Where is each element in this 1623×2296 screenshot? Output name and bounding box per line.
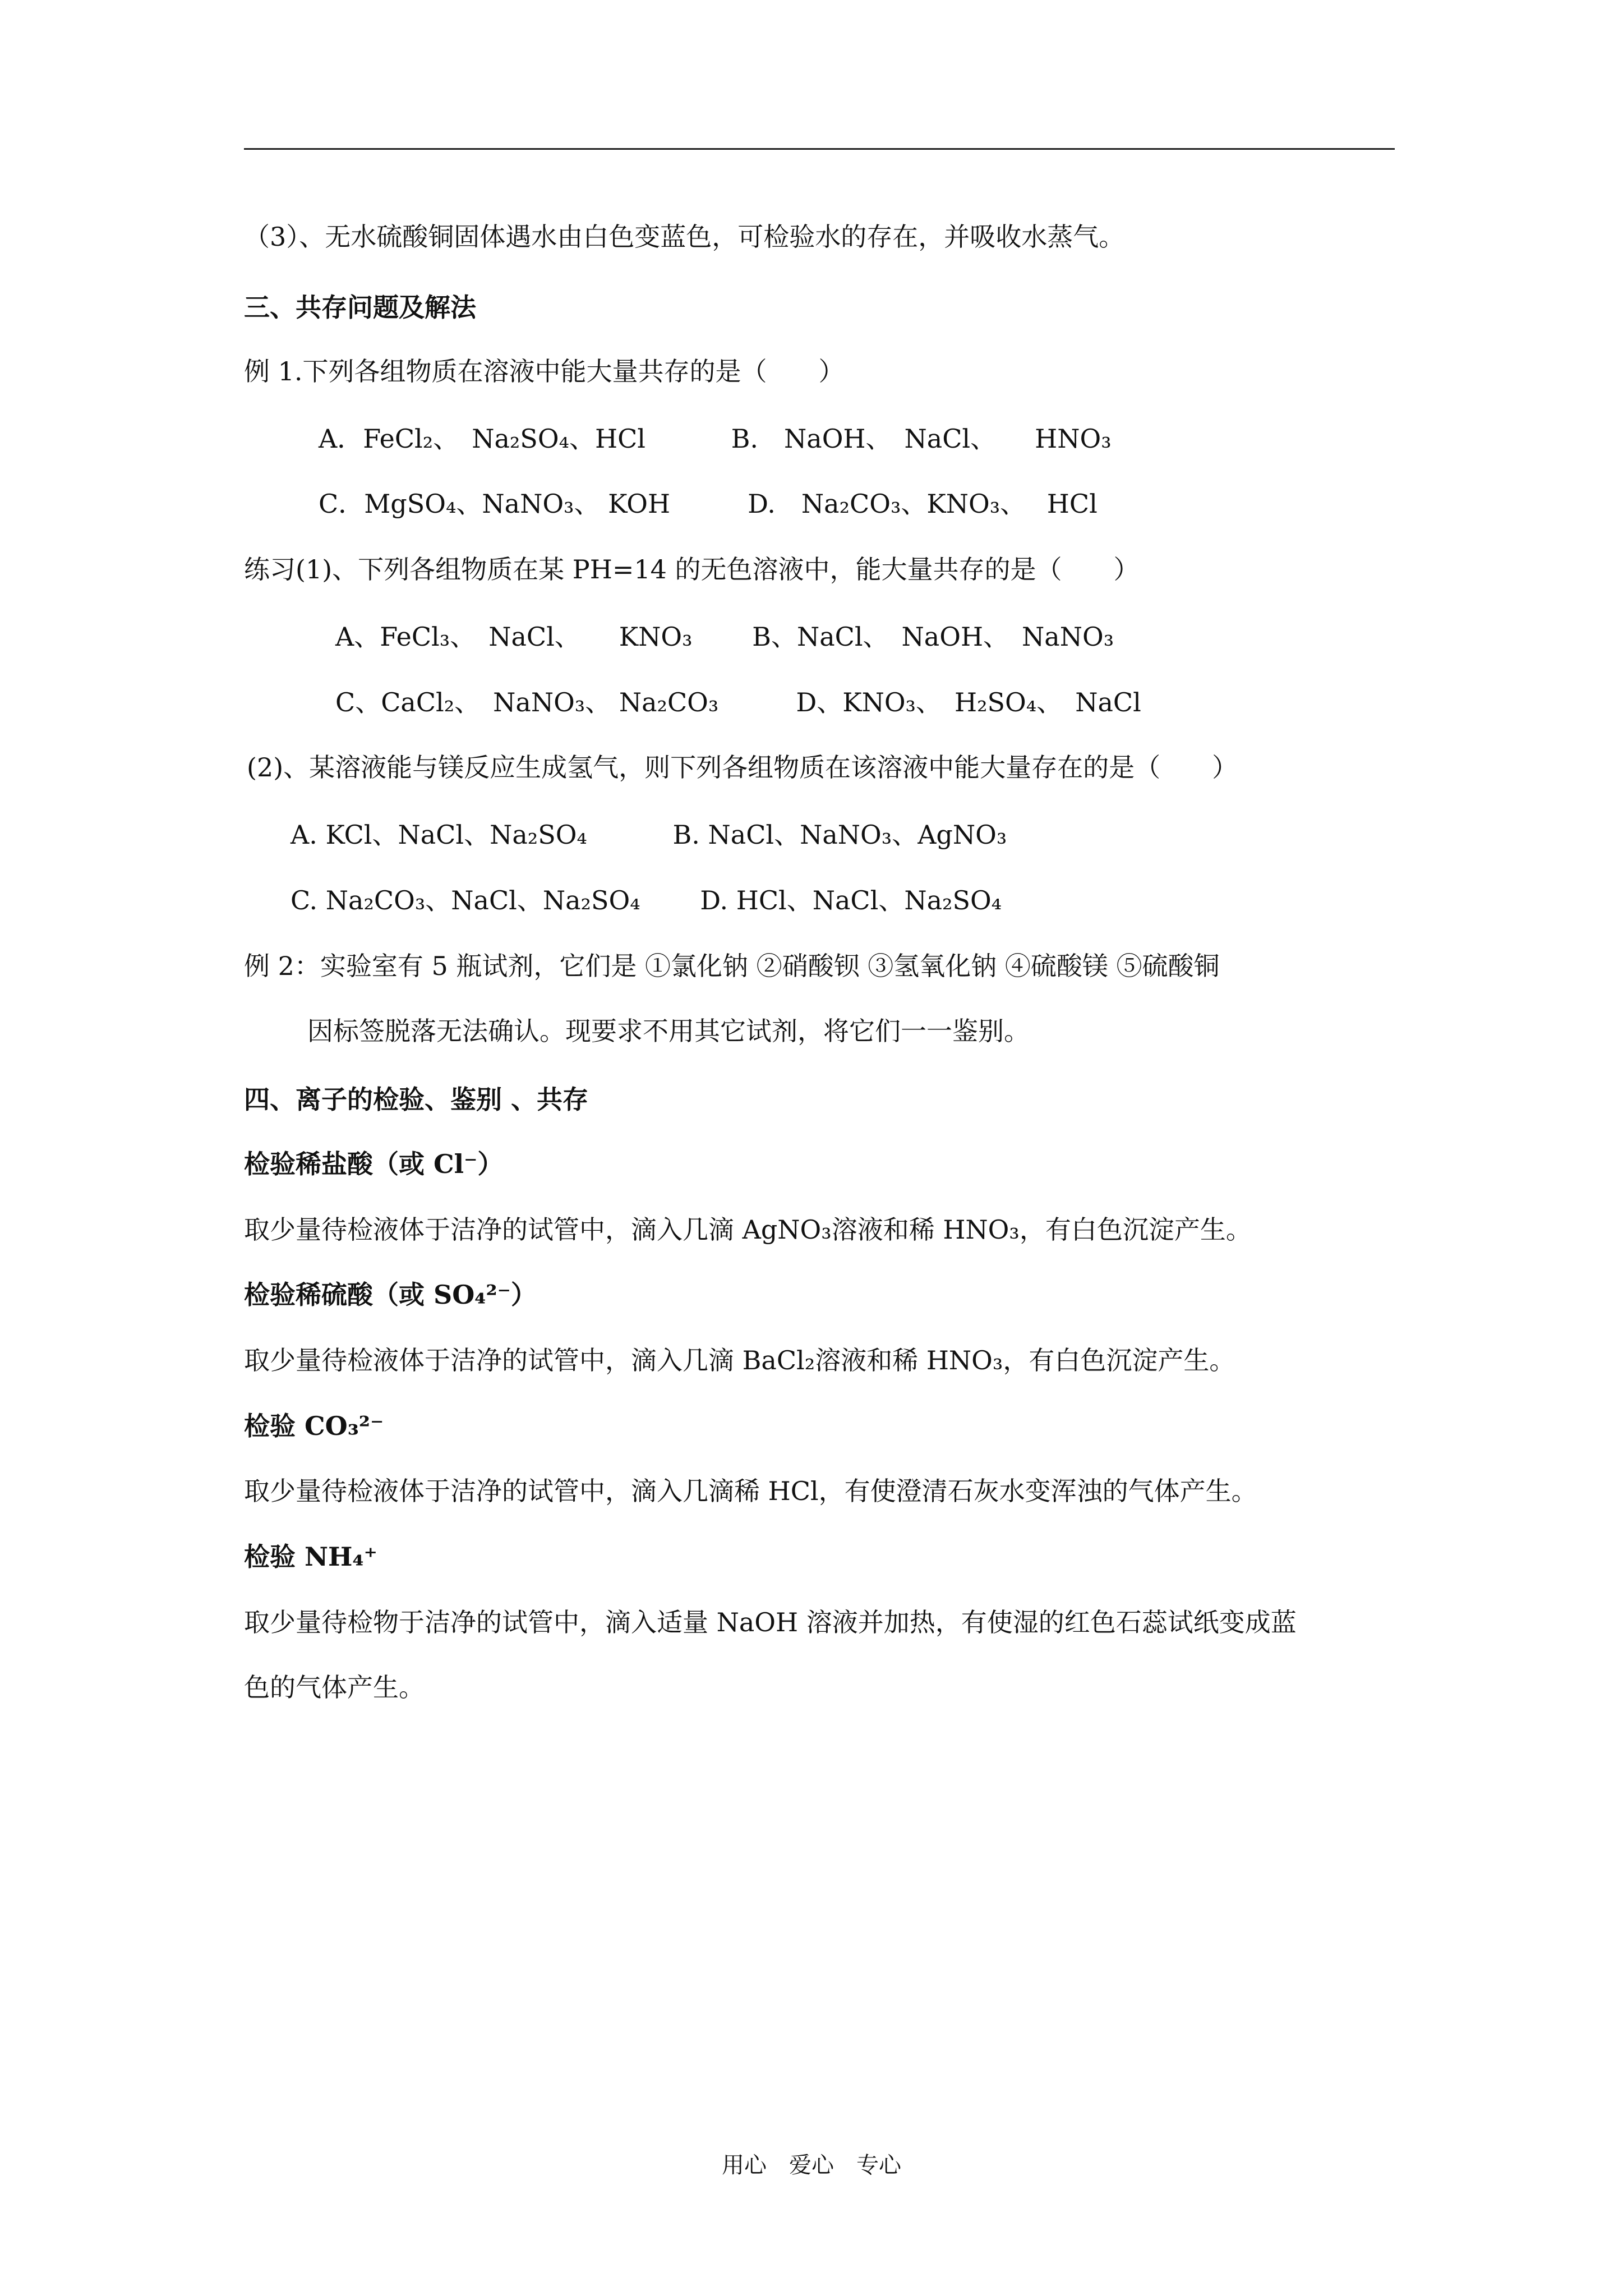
procedure-test-ammonium: 取少量待检物于洁净的试管中，滴入适量 NaOH 溶液并加热，有使湿的红色石蕊试纸变成蓝 — [244, 1607, 1297, 1637]
example-1-question: 例 1.下列各组物质在溶液中能大量共存的是（ ） — [244, 356, 845, 386]
header-rule — [244, 148, 1395, 150]
example-1-options-c-d: C．MgSO₄、NaNO₃、 KOH D. Na₂CO₃、KNO₃、 HCl — [319, 489, 1098, 519]
exercise-2-options-a-b: A. KCl、NaCl、Na₂SO₄ B. NaCl、NaNO₃、AgNO₃ — [291, 820, 1007, 850]
exercise-1-options-c-d: C、CaCl₂、 NaNO₃、 Na₂CO₃ D、KNO₃、 H₂SO₄、 NaCl — [335, 687, 1141, 717]
procedure-test-ammonium-continued: 色的气体产生。 — [244, 1672, 425, 1703]
example-1-options-a-b: A．FeCl₂、 Na₂SO₄、HCl B. NaOH、 NaCl、 HNO₃ — [319, 424, 1112, 454]
subheading-test-carbonate: 检验 CO₃²⁻ — [244, 1411, 384, 1441]
exercise-2-question: (2)、某溶液能与镁反应生成氢气，则下列各组物质在该溶液中能大量存在的是（ ） — [247, 752, 1238, 783]
example-2-question-continued: 因标签脱落无法确认。现要求不用其它试剂，将它们一一鉴别。 — [307, 1016, 1030, 1046]
page-footer: 用心 爱心 专心 — [722, 2152, 901, 2178]
example-2-question: 例 2：实验室有 5 瓶试剂，它们是 ①氯化钠 ②硝酸钡 ③氢氧化钠 ④硫酸镁 ⑤硫酸铜 — [244, 951, 1220, 981]
subheading-test-sulfuric-acid: 检验稀硫酸（或 SO₄²⁻） — [244, 1280, 537, 1310]
procedure-test-carbonate: 取少量待检液体于洁净的试管中，滴入几滴稀 HCl，有使澄清石灰水变浑浊的气体产生。 — [244, 1476, 1257, 1506]
procedure-test-sulfate: 取少量待检液体于洁净的试管中，滴入几滴 BaCl₂溶液和稀 HNO₃，有白色沉淀产生。 — [244, 1345, 1235, 1375]
exercise-2-options-c-d: C. Na₂CO₃、NaCl、Na₂SO₄ D. HCl、NaCl、Na₂SO₄ — [291, 885, 1002, 915]
subheading-test-hydrochloric-acid: 检验稀盐酸（或 Cl⁻） — [244, 1149, 504, 1179]
exercise-1-options-a-b: A、FeCl₃、 NaCl、 KNO₃ B、NaCl、 NaOH、 NaNO₃ — [335, 622, 1114, 652]
section-heading-ion-tests: 四、离子的检验、鉴别 、共存 — [244, 1084, 589, 1115]
exercise-1-question: 练习(1)、下列各组物质在某 PH=14 的无色溶液中，能大量共存的是（ ） — [244, 554, 1140, 585]
procedure-test-chloride: 取少量待检液体于洁净的试管中，滴入几滴 AgNO₃溶液和稀 HNO₃，有白色沉淀产生。 — [244, 1214, 1252, 1245]
section-heading-coexistence: 三、共存问题及解法 — [244, 292, 476, 323]
paragraph-anhydrous-copper-sulfate: （3）、无水硫酸铜固体遇水由白色变蓝色，可检验水的存在，并吸收水蒸气。 — [244, 222, 1125, 252]
subheading-test-ammonium: 检验 NH₄⁺ — [244, 1542, 377, 1572]
